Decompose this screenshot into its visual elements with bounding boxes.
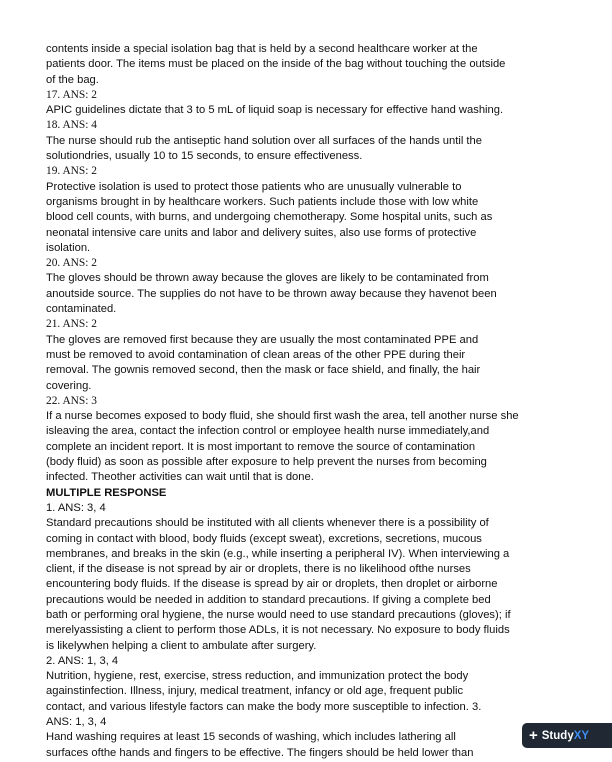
text-line: contact, and various lifestyle factors can make the body more susceptible to infection. 3. <box>46 700 482 713</box>
text-line: The nurse should rub the antiseptic hand solution over all surfaces of the hands until the <box>46 134 482 147</box>
text-line: neonatal intensive care units and labor and delivery suites, also use forms of protective <box>46 226 477 239</box>
text-line: surfaces ofthe hands and fingers to be effective. The fingers should be held lower than <box>46 746 474 759</box>
badge-brand-study: Study <box>541 729 574 742</box>
text-line: Protective isolation is used to protect those patients who are unusually vulnerable to <box>46 180 462 193</box>
answer-label: 21. ANS: 2 <box>46 318 97 331</box>
text-line: complete an incident report. It is most important to remove the source of contamination <box>46 440 476 453</box>
text-line: 2. ANS: 1, 3, 4 <box>46 654 119 667</box>
text-line: If a nurse becomes exposed to body fluid, she should first wash the area, tell another nurse she <box>46 410 519 423</box>
text-line: ANS: 1, 3, 4 <box>46 716 107 729</box>
text-line: infected. Theother activities can wait until that is done. <box>46 471 314 484</box>
text-line: isleaving the area, contact the infection control or employee health nurse immediately,and <box>46 425 490 438</box>
answer-label: 19. ANS: 2 <box>46 165 97 178</box>
text-line: bath or performing oral hygiene, the nurse would need to use standard precautions (gloves); if <box>46 608 511 621</box>
text-line: solutiondries, usually 10 to 15 seconds, to ensure effectiveness. <box>46 150 363 163</box>
text-line: coming in contact with blood, body fluids (except sweat), excretions, secretions, mucous <box>46 532 482 545</box>
text-line: anoutside source. The supplies do not have to be thrown away because they havenot been <box>46 287 497 300</box>
text-line: membranes, and breaks in the skin (e.g., while inserting a peripheral IV). When interviewing a <box>46 547 510 560</box>
text-line: merelyassisting a client to perform those ADLs, it is not necessary. No exposure to body fluids <box>46 624 510 637</box>
badge-brand-xy: XY <box>573 729 590 742</box>
answer-label: 20. ANS: 2 <box>46 257 97 270</box>
text-line: isolation. <box>46 241 91 254</box>
text-line: blood cell counts, with burns, and undergoing chemotherapy. Some hospital units, such as <box>46 211 493 224</box>
text-line: patients door. The items must be placed on the inside of the bag without touching the outside <box>46 58 506 71</box>
text-line: covering. <box>46 379 92 392</box>
text-line: precautions would be needed in addition to standard precautions. If giving a complete bed <box>46 593 491 606</box>
studyxy-badge[interactable] <box>522 723 612 748</box>
text-line: encountering body fluids. If the disease is spread by air or droplets, then droplet or airborne <box>46 578 498 591</box>
text-line: is likelywhen helping a client to ambulate after surgery. <box>46 639 317 652</box>
text-line: Nutrition, hygiene, rest, exercise, stress reduction, and immunization protect the body <box>46 670 469 683</box>
document-page <box>46 42 532 761</box>
plus-icon: + <box>529 727 538 744</box>
text-line: 1. ANS: 3, 4 <box>46 501 106 514</box>
text-line: removal. The gownis removed second, then the mask or face shield, and finally, the hair <box>46 364 481 377</box>
answer-label: 18. ANS: 4 <box>46 119 97 132</box>
text-line: client, if the disease is not spread by air or droplets, there is no likelihood ofthe nurses <box>46 563 471 576</box>
text-line: The gloves are removed first because they are usually the most contaminated PPE and <box>46 333 479 346</box>
answer-label: 17. ANS: 2 <box>46 88 97 101</box>
answer-label: 22. ANS: 3 <box>46 394 97 407</box>
text-line: APIC guidelines dictate that 3 to 5 mL of liquid soap is necessary for effective hand washing. <box>46 104 504 117</box>
text-line: must be removed to avoid contamination of clean areas of the other PPE during their <box>46 348 466 361</box>
text-line: The gloves should be thrown away because the gloves are likely to be contaminated from <box>46 272 489 285</box>
section-heading: MULTIPLE RESPONSE <box>46 486 167 499</box>
text-line: Standard precautions should be instituted with all clients whenever there is a possibility of <box>46 517 489 530</box>
text-line: contaminated. <box>46 303 117 316</box>
text-line: Hand washing requires at least 15 seconds of washing, which includes lathering all <box>46 731 456 744</box>
text-line: organisms brought in by healthcare workers. Such patients include those with low white <box>46 195 479 208</box>
text-line: againstinfection. Illness, injury, medical treatment, infancy or old age, frequent public <box>46 685 464 698</box>
text-line: contents inside a special isolation bag that is held by a second healthcare worker at the <box>46 43 478 55</box>
text-line: of the bag. <box>46 73 99 86</box>
text-line: (body fluid) as soon as possible after exposure to help prevent the nurses from becoming <box>46 456 487 469</box>
